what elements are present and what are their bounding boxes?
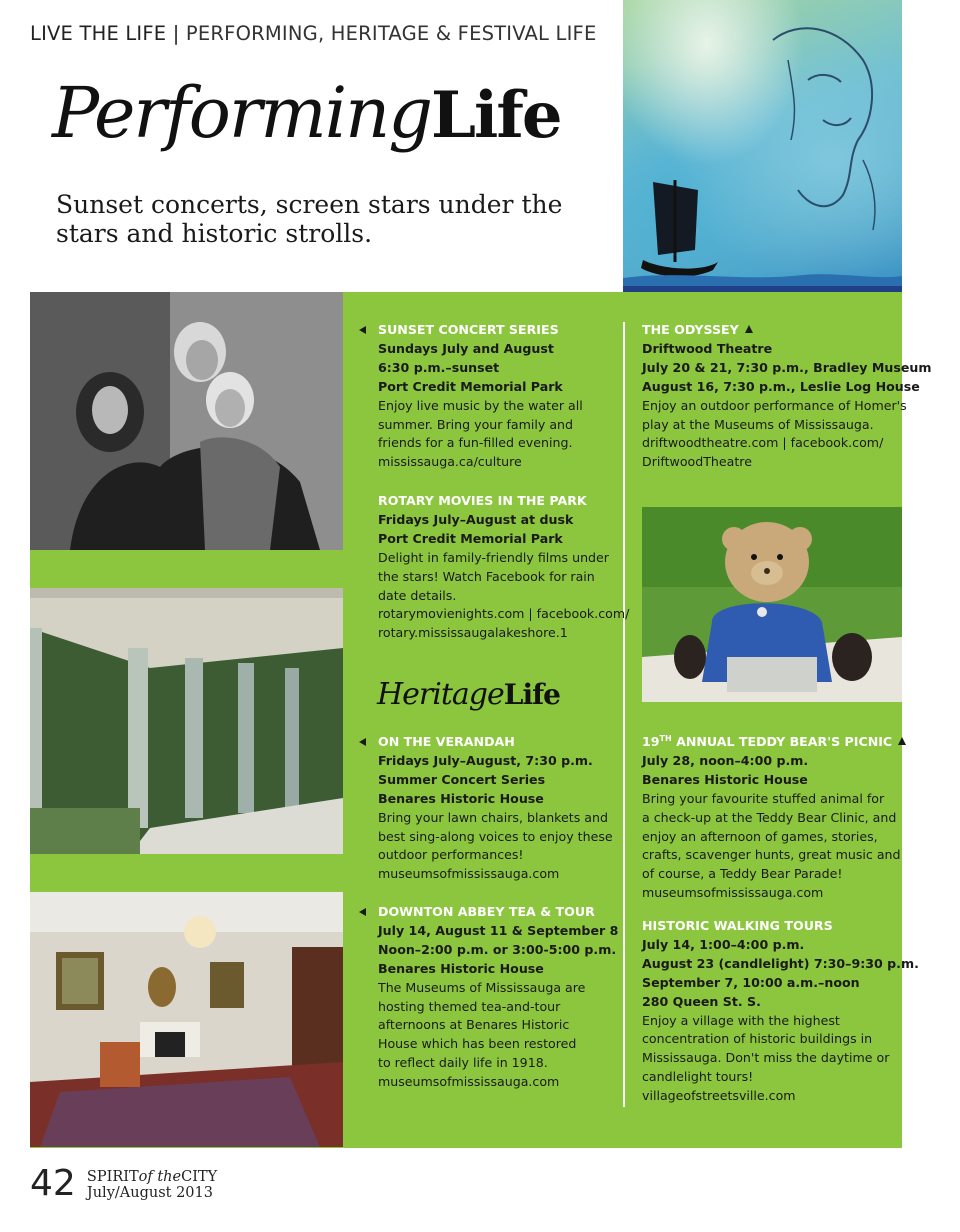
- event-description: Mississauga. Don't miss the daytime or: [642, 1050, 890, 1066]
- event-date: July 20 & 21, 7:30 p.m., Bradley Museum: [642, 359, 932, 375]
- page-subtitle: Sunset concerts, screen stars under the stars and historic strolls.: [56, 190, 563, 248]
- event-company: Driftwood Theatre: [642, 340, 773, 356]
- event-description: Bring your favourite stuffed animal for: [642, 790, 885, 806]
- event-website: villageofstreetsville.com: [642, 1088, 796, 1104]
- event-website: museumsofmississauga.com: [378, 1074, 560, 1090]
- event-title: SUNSET CONCERT SERIES: [378, 321, 583, 340]
- event-website: rotary.mississaugalakeshore.1: [378, 625, 568, 641]
- event-description: the stars! Watch Facebook for rain: [378, 568, 595, 584]
- event-description: Enjoy live music by the water all: [378, 397, 583, 413]
- band-photo: [30, 292, 343, 550]
- event-description: Enjoy an outdoor performance of Homer's: [642, 397, 907, 413]
- event-description: Bring your lawn chairs, blankets and: [378, 809, 608, 825]
- event-venue: Port Credit Memorial Park: [378, 530, 563, 546]
- event-teddy-bears-picnic: [642, 733, 906, 903]
- event-website: museumsofmississauga.com: [378, 866, 560, 882]
- magazine-name: SPIRITof theCITY: [86, 1169, 218, 1185]
- event-venue: Benares Historic House: [378, 960, 544, 976]
- event-venue: Port Credit Memorial Park: [378, 378, 563, 394]
- magazine-credit: [87, 1169, 217, 1201]
- section-kicker: [30, 22, 596, 45]
- title-bold: Life: [431, 78, 561, 153]
- event-series: Summer Concert Series: [378, 771, 546, 787]
- event-date: July 14, 1:00–4:00 p.m.: [642, 936, 805, 952]
- event-website: rotarymovienights.com | facebook.com/: [378, 606, 630, 622]
- triangle-left-icon: [359, 908, 366, 916]
- event-date: Fridays July–August, 7:30 p.m.: [378, 752, 593, 768]
- event-title: THE ODYSSEY: [642, 321, 932, 340]
- event-date: July 28, noon–4:00 p.m.: [642, 752, 809, 768]
- event-description: play at the Museums of Mississauga.: [642, 416, 874, 432]
- title-italic: Performing: [52, 72, 432, 154]
- event-title: ROTARY MOVIES IN THE PARK: [378, 493, 587, 508]
- page-title: [52, 72, 561, 154]
- heritage-bold: Life: [503, 678, 560, 711]
- event-description: to reflect daily life in 1918.: [378, 1055, 548, 1071]
- odyssey-artwork-drawing: [623, 0, 902, 290]
- event-venue: 280 Queen St. S.: [642, 993, 761, 1009]
- event-website: driftwoodtheatre.com | facebook.com/: [642, 435, 884, 451]
- teddy-bear-photo: [642, 507, 902, 702]
- event-description: best sing-along voices to enjoy these: [378, 828, 613, 844]
- page-footer: [30, 1164, 217, 1204]
- kicker-separator: |: [172, 22, 180, 45]
- event-description: Delight in family-friendly films under: [378, 549, 609, 565]
- event-description: summer. Bring your family and: [378, 416, 574, 432]
- event-description: House which has been restored: [378, 1036, 577, 1052]
- event-description: Enjoy a village with the highest: [642, 1012, 840, 1028]
- event-description: concentration of historic buildings in: [642, 1031, 873, 1047]
- odyssey-artwork-image: [623, 0, 902, 290]
- room-photo-drawing: [30, 892, 343, 1147]
- event-description: candlelight tours!: [642, 1069, 754, 1085]
- event-sunset-concert-series: [378, 321, 583, 472]
- event-description: of course, a Teddy Bear Parade!: [642, 866, 843, 882]
- teddy-bear-drawing: [642, 507, 902, 702]
- band-photo-drawing: [30, 292, 343, 550]
- event-description: enjoy an afternoon of games, stories,: [642, 828, 878, 844]
- event-date: July 14, August 11 & September 8: [378, 922, 619, 938]
- event-website: museumsofmississauga.com: [642, 885, 824, 901]
- event-website: DriftwoodTheatre: [642, 454, 752, 470]
- event-description: a check-up at the Teddy Bear Clinic, and: [642, 809, 897, 825]
- triangle-left-icon: [359, 326, 366, 334]
- event-venue: Benares Historic House: [378, 790, 544, 806]
- event-description: friends for a fun-filled evening.: [378, 435, 573, 451]
- section-label: LIVE THE LIFE: [30, 22, 167, 45]
- event-the-odyssey: [642, 321, 932, 472]
- event-title: HISTORIC WALKING TOURS: [642, 918, 833, 933]
- event-date: September 7, 10:00 a.m.–noon: [642, 974, 860, 990]
- event-downton-abbey-tea: [378, 903, 618, 1092]
- event-on-the-verandah: [378, 733, 613, 884]
- issue-date: July/August 2013: [86, 1185, 213, 1201]
- event-description: afternoons at Benares Historic: [378, 1017, 570, 1033]
- event-description: The Museums of Mississauga are: [378, 979, 586, 995]
- benares-room-photo: [30, 892, 343, 1147]
- subsection-label: PERFORMING, HERITAGE & FESTIVAL LIFE: [185, 22, 597, 45]
- event-title: DOWNTON ABBEY TEA & TOUR: [378, 903, 618, 922]
- event-description: hosting themed tea-and-tour: [378, 998, 561, 1014]
- event-date: August 16, 7:30 p.m., Leslie Log House: [642, 378, 920, 394]
- heritage-life-heading: [377, 677, 560, 712]
- event-date: August 23 (candlelight) 7:30–9:30 p.m.: [642, 955, 919, 971]
- triangle-up-icon: [898, 737, 906, 745]
- page-number: 42: [30, 1163, 76, 1204]
- triangle-up-icon: [745, 325, 753, 333]
- event-description: outdoor performances!: [378, 847, 524, 863]
- column-divider: [623, 322, 625, 1107]
- event-historic-walking-tours: [642, 917, 919, 1106]
- event-description: crafts, scavenger hunts, great music and: [642, 847, 901, 863]
- event-title: ON THE VERANDAH: [378, 733, 613, 752]
- heritage-italic: Heritage: [377, 677, 504, 712]
- event-date: Sundays July and August: [378, 340, 554, 356]
- event-title: 19TH ANNUAL TEDDY BEAR'S PICNIC: [642, 733, 906, 752]
- verandah-photo-drawing: [30, 588, 343, 854]
- event-date: Fridays July–August at dusk: [378, 511, 574, 527]
- event-website: mississauga.ca/culture: [378, 454, 522, 470]
- event-time: 6:30 p.m.–sunset: [378, 359, 500, 375]
- event-description: date details.: [378, 587, 457, 603]
- event-venue: Benares Historic House: [642, 771, 808, 787]
- event-rotary-movies: [378, 492, 629, 643]
- event-time: Noon–2:00 p.m. or 3:00-5:00 p.m.: [378, 941, 617, 957]
- triangle-left-icon: [359, 738, 366, 746]
- verandah-photo: [30, 588, 343, 854]
